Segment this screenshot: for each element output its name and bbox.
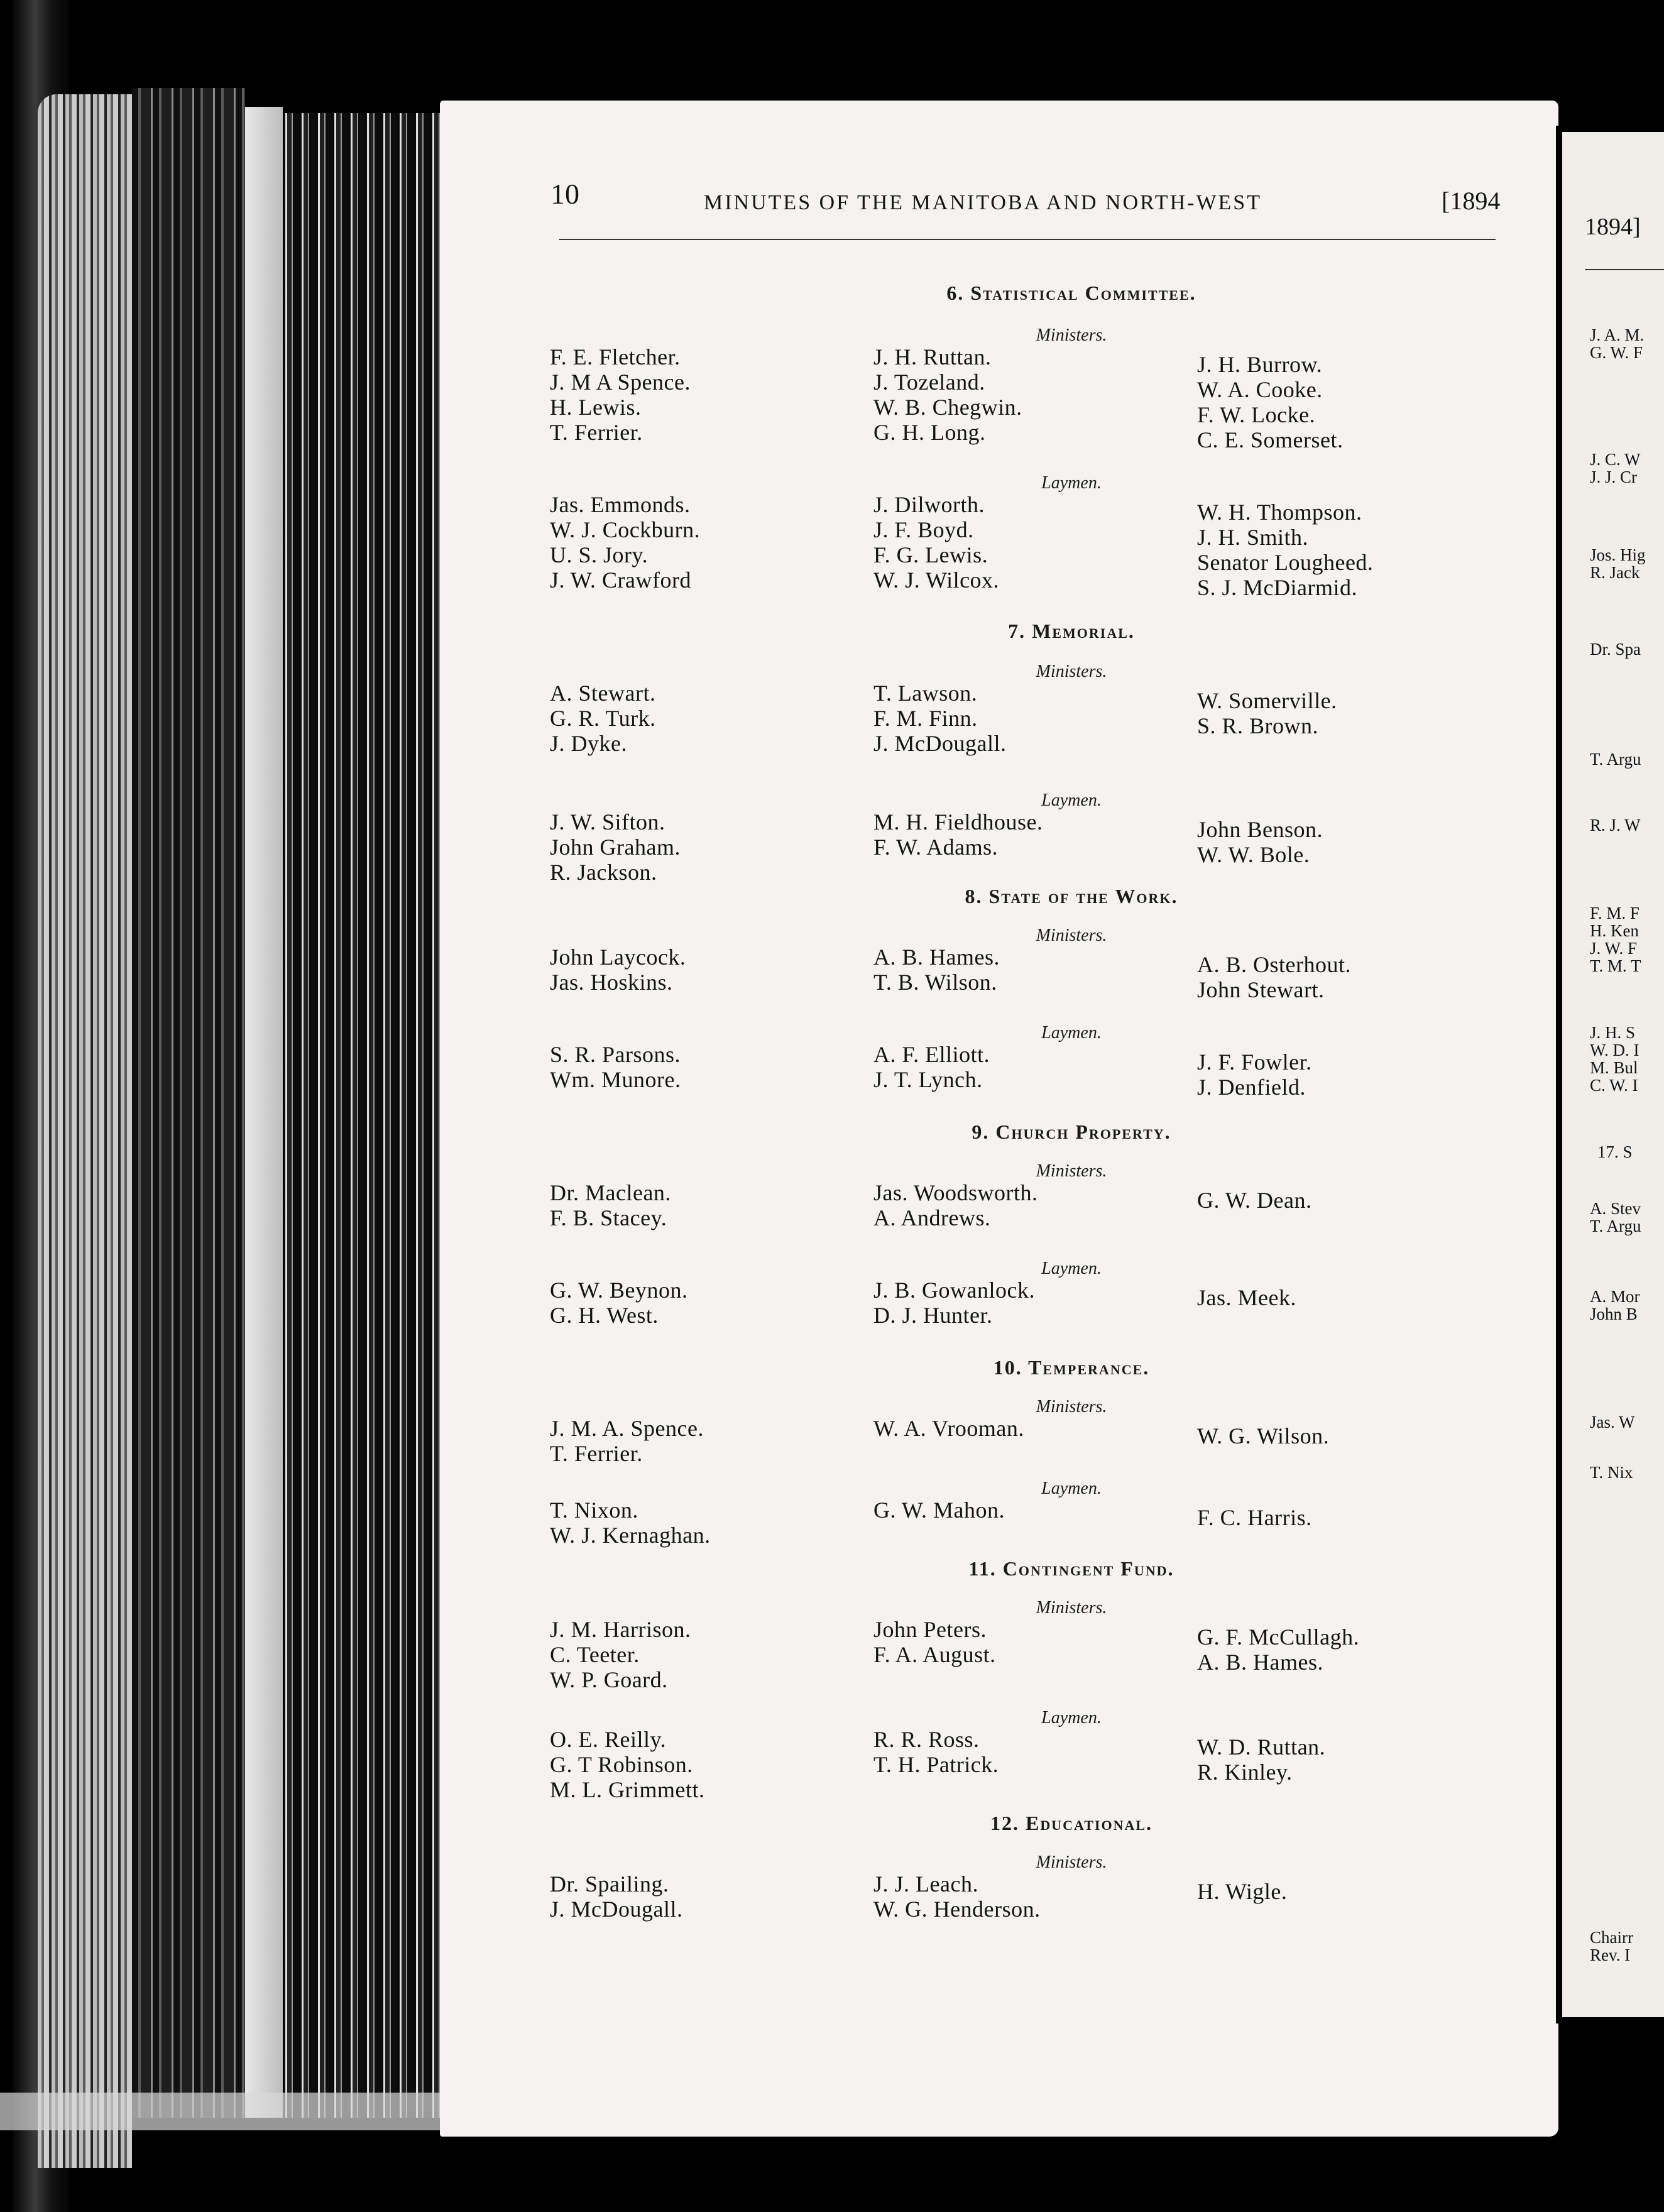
member-name: W. P. Goard.: [550, 1667, 668, 1692]
member-name: J. T. Lynch.: [873, 1067, 983, 1092]
member-name: John Graham.: [550, 835, 681, 860]
section-title: 10. Temperance.: [993, 1356, 1150, 1379]
member-name: F. B. Stacey.: [550, 1205, 667, 1230]
member-name: S. R. Parsons.: [550, 1042, 681, 1067]
member-name: J. Denfield.: [1197, 1075, 1306, 1100]
member-name: G. T Robinson.: [550, 1752, 693, 1777]
facing-page-text: Chairr: [1590, 1928, 1633, 1947]
member-name: D. J. Hunter.: [873, 1303, 993, 1328]
member-name: W. J. Cockburn.: [550, 517, 701, 542]
member-name: T. H. Patrick.: [873, 1752, 999, 1777]
member-name: T. Lawson.: [873, 681, 978, 706]
member-name: A. B. Hames.: [1197, 1650, 1323, 1675]
member-name: Jas. Hoskins.: [550, 970, 673, 995]
group-label: Laymen.: [1041, 1708, 1102, 1727]
member-name: John Peters.: [873, 1617, 987, 1642]
facing-page-text: A. Stev: [1590, 1199, 1641, 1218]
page-number: 10: [550, 178, 579, 210]
facing-page-text: T. Nix: [1590, 1463, 1633, 1482]
group-label: Ministers.: [1036, 1853, 1107, 1872]
member-name: T. Ferrier.: [550, 420, 643, 445]
member-name: J. H. Burrow.: [1197, 352, 1323, 377]
member-name: J. F. Boyd.: [873, 517, 974, 542]
member-name: W. B. Chegwin.: [873, 395, 1022, 420]
member-name: J. M A Spence.: [550, 370, 691, 395]
member-name: H. Lewis.: [550, 395, 642, 420]
group-label: Laymen.: [1041, 1259, 1102, 1278]
gutter: [1556, 126, 1562, 2023]
facing-page-text: R. Jack: [1590, 563, 1640, 582]
header-year: [1894: [1442, 187, 1501, 215]
member-name: U. S. Jory.: [550, 542, 649, 567]
member-name: J. McDougall.: [873, 731, 1007, 756]
member-name: W. Somerville.: [1197, 688, 1337, 713]
member-name: John Laycock.: [550, 944, 686, 970]
group-label: Ministers.: [1036, 1161, 1107, 1181]
section-title: 12. Educational.: [990, 1812, 1153, 1834]
section-title: 8. State of the Work.: [965, 885, 1178, 907]
member-name: T. Nixon.: [550, 1497, 638, 1523]
facing-page-text: C. W. I: [1590, 1076, 1638, 1095]
book-page: [440, 101, 1558, 2137]
member-name: S. J. McDiarmid.: [1197, 575, 1357, 600]
facing-page-text: M. Bul: [1590, 1058, 1638, 1077]
facing-page-text: Rev. I: [1590, 1946, 1631, 1964]
member-name: W. J. Wilcox.: [873, 567, 1000, 593]
member-name: R. Jackson.: [550, 860, 657, 885]
member-name: F. A. August.: [873, 1642, 996, 1667]
section-title: 11. Contingent Fund.: [968, 1557, 1174, 1580]
group-label: Laymen.: [1041, 1479, 1102, 1498]
member-name: M. L. Grimmett.: [550, 1777, 705, 1802]
member-name: J. McDougall.: [550, 1897, 683, 1922]
member-name: Wm. Munore.: [550, 1067, 681, 1092]
member-name: S. R. Brown.: [1197, 713, 1319, 738]
member-name: O. E. Reilly.: [550, 1727, 667, 1752]
section-title: 9. Church Property.: [972, 1120, 1171, 1143]
member-name: G. W. Beynon.: [550, 1278, 688, 1303]
facing-page-text: R. J. W: [1590, 816, 1641, 835]
facing-page-text: John B: [1590, 1305, 1638, 1323]
book-page-edges: [0, 0, 452, 2212]
member-name: J. W. Crawford: [550, 567, 691, 593]
member-name: J. Dyke.: [550, 731, 627, 756]
member-name: G. H. Long.: [873, 420, 986, 445]
group-label: Ministers.: [1036, 662, 1107, 681]
member-name: Jas. Woodsworth.: [873, 1180, 1038, 1205]
facing-page-text: J. W. F: [1590, 939, 1638, 958]
member-name: C. Teeter.: [550, 1642, 640, 1667]
member-name: A. Stewart.: [550, 681, 656, 706]
member-name: J. J. Leach.: [873, 1871, 978, 1897]
member-name: W. A. Vrooman.: [873, 1416, 1024, 1441]
facing-page-text: T. Argu: [1590, 750, 1641, 769]
facing-page-text: Dr. Spa: [1590, 640, 1641, 659]
member-name: C. E. Somerset.: [1197, 427, 1344, 452]
committee-lists: [440, 101, 1558, 2137]
member-name: J. B. Gowanlock.: [873, 1278, 1035, 1303]
group-label: Ministers.: [1036, 326, 1107, 345]
member-name: W. D. Ruttan.: [1197, 1734, 1326, 1760]
member-name: John Benson.: [1197, 817, 1323, 842]
member-name: J. M. Harrison.: [550, 1617, 691, 1642]
member-name: F. C. Harris.: [1197, 1505, 1312, 1530]
member-name: W. G. Wilson.: [1197, 1423, 1330, 1448]
facing-page-text: F. M. F: [1590, 904, 1639, 923]
member-name: G. F. McCullagh.: [1197, 1624, 1360, 1650]
running-title: MINUTES OF THE MANITOBA AND NORTH-WEST: [704, 191, 1262, 214]
member-name: J. Dilworth.: [873, 492, 985, 517]
member-name: J. W. Sifton.: [550, 809, 665, 835]
member-name: R. Kinley.: [1197, 1760, 1293, 1785]
facing-page-text: J. C. W: [1590, 450, 1641, 469]
member-name: J. M. A. Spence.: [550, 1416, 704, 1441]
facing-page-text: T. Argu: [1590, 1217, 1641, 1235]
member-name: F. E. Fletcher.: [550, 344, 681, 370]
facing-page-text: 17. S: [1597, 1142, 1633, 1161]
facing-page-text: W. D. I: [1590, 1041, 1639, 1059]
group-label: Ministers.: [1036, 1598, 1107, 1618]
facing-page-text: J. A. M.: [1590, 326, 1645, 344]
member-name: F. W. Locke.: [1197, 402, 1316, 427]
member-name: Jas. Emmonds.: [550, 492, 691, 517]
member-name: G. R. Turk.: [550, 706, 656, 731]
member-name: W. W. Bole.: [1197, 842, 1310, 867]
member-name: A. B. Hames.: [873, 944, 1000, 970]
group-label: Laymen.: [1041, 791, 1102, 810]
member-name: Dr. Maclean.: [550, 1180, 671, 1205]
section-title: 6. Statistical Committee.: [946, 282, 1196, 304]
member-name: R. R. Ross.: [873, 1727, 980, 1752]
member-name: J. H. Smith.: [1197, 525, 1309, 550]
facing-page-text: Jos. Hig: [1590, 545, 1646, 564]
section-title: 7. Memorial.: [1008, 620, 1135, 642]
member-name: F. W. Adams.: [873, 835, 999, 860]
facing-page-fragment: [1560, 132, 1664, 2017]
member-name: T. B. Wilson.: [873, 970, 997, 995]
member-name: F. G. Lewis.: [873, 542, 988, 567]
member-name: John Stewart.: [1197, 977, 1325, 1002]
facing-page-text: G. W. F: [1590, 343, 1643, 362]
member-name: Jas. Meek.: [1197, 1285, 1296, 1310]
member-name: J. F. Fowler.: [1197, 1049, 1312, 1075]
group-label: Ministers.: [1036, 1397, 1107, 1416]
member-name: G. W. Dean.: [1197, 1188, 1312, 1213]
facing-page-text: Jas. W: [1590, 1413, 1635, 1432]
group-label: Laymen.: [1041, 1023, 1102, 1043]
member-name: W. A. Cooke.: [1197, 377, 1323, 402]
group-label: Laymen.: [1041, 473, 1102, 493]
member-name: W. G. Henderson.: [873, 1897, 1041, 1922]
member-name: G. W. Mahon.: [873, 1497, 1005, 1523]
member-name: T. Ferrier.: [550, 1441, 643, 1466]
member-name: A. B. Osterhout.: [1197, 952, 1351, 977]
member-name: M. H. Fieldhouse.: [873, 809, 1043, 835]
member-name: Senator Lougheed.: [1197, 550, 1374, 575]
member-name: J. Tozeland.: [873, 370, 985, 395]
facing-page-text: A. Mor: [1590, 1287, 1640, 1306]
facing-page-text: J. J. Cr: [1590, 468, 1638, 486]
member-name: F. M. Finn.: [873, 706, 978, 731]
member-name: W. J. Kernaghan.: [550, 1523, 711, 1548]
member-name: Dr. Spailing.: [550, 1871, 669, 1897]
member-name: J. H. Ruttan.: [873, 344, 992, 370]
member-name: G. H. West.: [550, 1303, 659, 1328]
group-label: Ministers.: [1036, 926, 1107, 945]
facing-page-text: T. M. T: [1590, 956, 1641, 975]
member-name: H. Wigle.: [1197, 1879, 1288, 1904]
facing-page-text: H. Ken: [1590, 921, 1639, 940]
member-name: A. F. Elliott.: [873, 1042, 990, 1067]
facing-page-year: 1894]: [1585, 214, 1641, 240]
member-name: A. Andrews.: [873, 1205, 991, 1230]
member-name: W. H. Thompson.: [1197, 500, 1362, 525]
facing-page-text: J. H. S: [1590, 1023, 1636, 1042]
